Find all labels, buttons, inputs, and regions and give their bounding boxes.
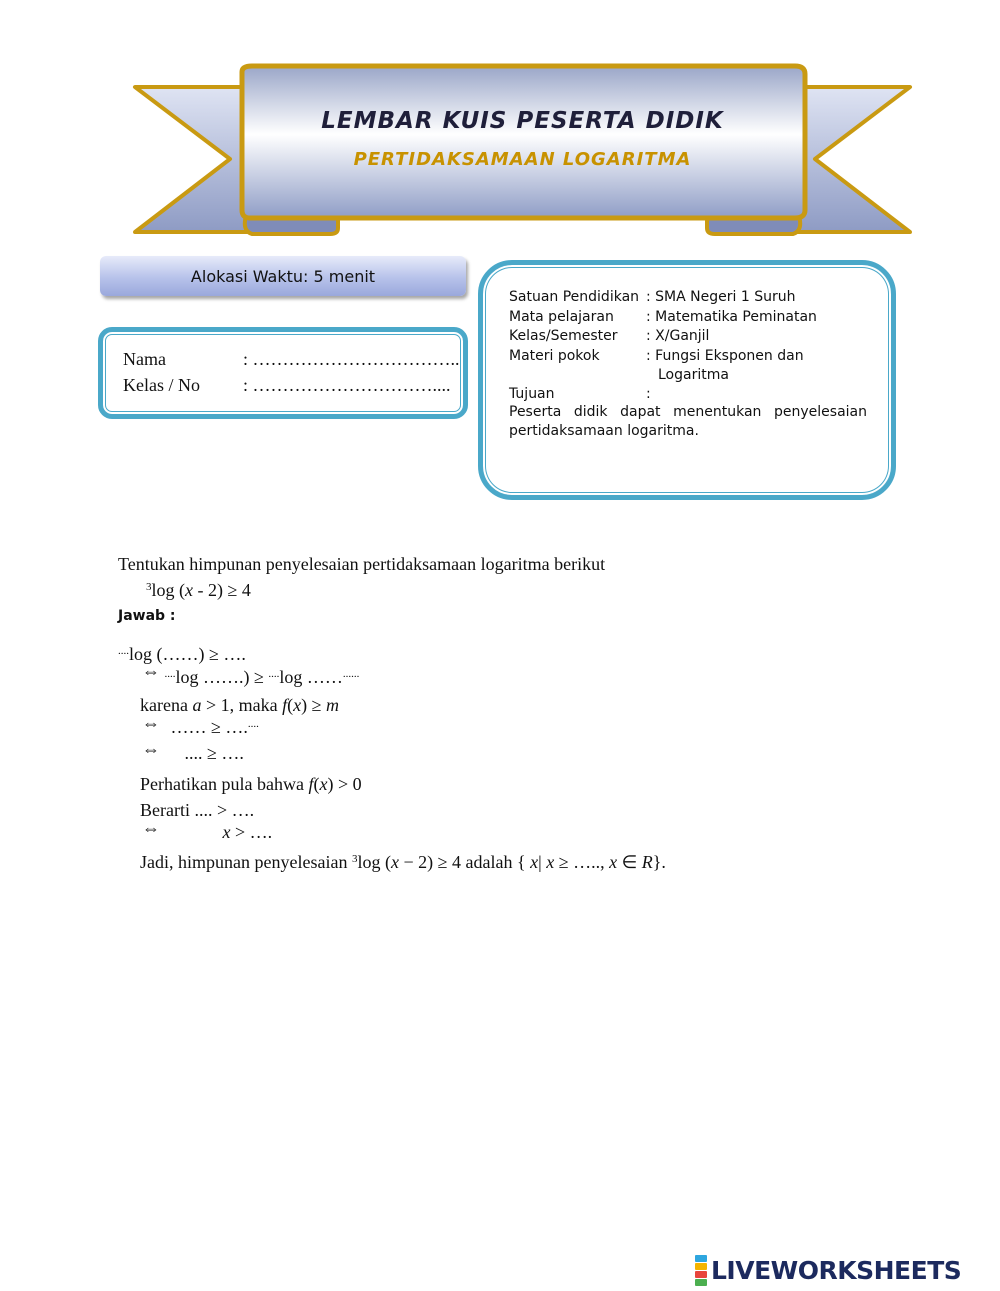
logo-block bbox=[695, 1279, 707, 1286]
subject-value: : Matematika Peminatan bbox=[646, 309, 817, 325]
answer-conclusion[interactable]: Jadi, himpunan penyelesaian $^3$log (x − 2) ≥ 4 adalah { x| x ≥ ….., x ∈ R}. bbox=[140, 852, 666, 872]
class-semester-value: : X/Ganjil bbox=[646, 328, 710, 344]
worksheet-subtitle: PERTIDAKSAMAAN LOGARITMA bbox=[353, 149, 692, 170]
logo-blocks-icon bbox=[695, 1255, 707, 1286]
log-base: 3 bbox=[146, 581, 152, 593]
topic-label: Materi pokok bbox=[509, 348, 600, 364]
class-semester-label: Kelas/Semester bbox=[509, 328, 618, 344]
logo-text: LIVEWORKSHEETS bbox=[711, 1255, 962, 1285]
equivalence-arrow-icon: ⇔ bbox=[142, 661, 160, 681]
answer-line-2[interactable]: ⇔ ....log …….) ≥ ....log ……...... bbox=[142, 661, 360, 687]
logo-block bbox=[695, 1255, 707, 1262]
answer-line-3: karena a > 1, maka f(x) ≥ m bbox=[140, 695, 339, 715]
answer-line-8[interactable]: ⇔ x > …. bbox=[142, 818, 273, 842]
answer-line-7[interactable]: Berarti .... > …. bbox=[140, 800, 255, 820]
name-field[interactable]: : …………………………….. bbox=[243, 349, 460, 369]
equivalence-arrow-icon: ⇔ bbox=[142, 818, 160, 838]
school-value: : SMA Negeri 1 Suruh bbox=[646, 289, 796, 305]
answer-line-1[interactable]: ....log (……) ≥ …. bbox=[118, 644, 246, 664]
topic-value-continued: Logaritma bbox=[658, 367, 729, 383]
time-allocation-badge bbox=[100, 256, 466, 296]
equivalence-arrow-icon: ⇔ bbox=[142, 713, 160, 733]
topic-value: : Fungsi Eksponen dan bbox=[646, 348, 804, 364]
school-label: Satuan Pendidikan bbox=[509, 289, 640, 305]
info-row-class bbox=[509, 327, 710, 345]
goal-colon: : bbox=[646, 386, 651, 402]
answer-line-5[interactable]: ⇔ .... ≥ …. bbox=[142, 739, 244, 763]
logo-block bbox=[695, 1271, 707, 1278]
class-field[interactable]: : ………………………….... bbox=[243, 375, 451, 395]
info-row-school bbox=[509, 288, 796, 306]
logo-block bbox=[695, 1263, 707, 1270]
time-allocation-text: Alokasi Waktu: 5 menit bbox=[190, 266, 376, 286]
answer-label: Jawab : bbox=[118, 608, 176, 624]
equivalence-arrow-icon: ⇔ bbox=[142, 739, 160, 759]
subject-label: Mata pelajaran bbox=[509, 309, 614, 325]
question-expression: $^3$log (x - 2) ≥ 4 bbox=[146, 580, 251, 600]
goal-label: Tujuan bbox=[509, 386, 555, 402]
student-identity-box bbox=[98, 327, 468, 419]
worksheet-title: LEMBAR KUIS PESERTA DIDIK bbox=[321, 108, 724, 134]
lesson-info-box bbox=[478, 260, 896, 500]
info-row-goal bbox=[509, 385, 651, 403]
name-label: Nama bbox=[123, 349, 166, 369]
answer-line-4[interactable]: ⇔ …… ≥ …..... bbox=[142, 713, 259, 737]
goal-text: Peserta didik dapat menentukan penyelesaian pertidaksamaan logaritma. bbox=[509, 404, 867, 439]
question-prompt: Tentukan himpunan penyelesaian pertidaksamaan logaritma berikut bbox=[118, 554, 606, 574]
info-row-subject bbox=[509, 308, 817, 326]
answer-line-6: Perhatikan pula bahwa f(x) > 0 bbox=[140, 774, 362, 794]
liveworksheets-logo[interactable] bbox=[695, 1253, 961, 1287]
info-row-topic bbox=[509, 347, 804, 365]
class-label: Kelas / No bbox=[123, 375, 200, 395]
